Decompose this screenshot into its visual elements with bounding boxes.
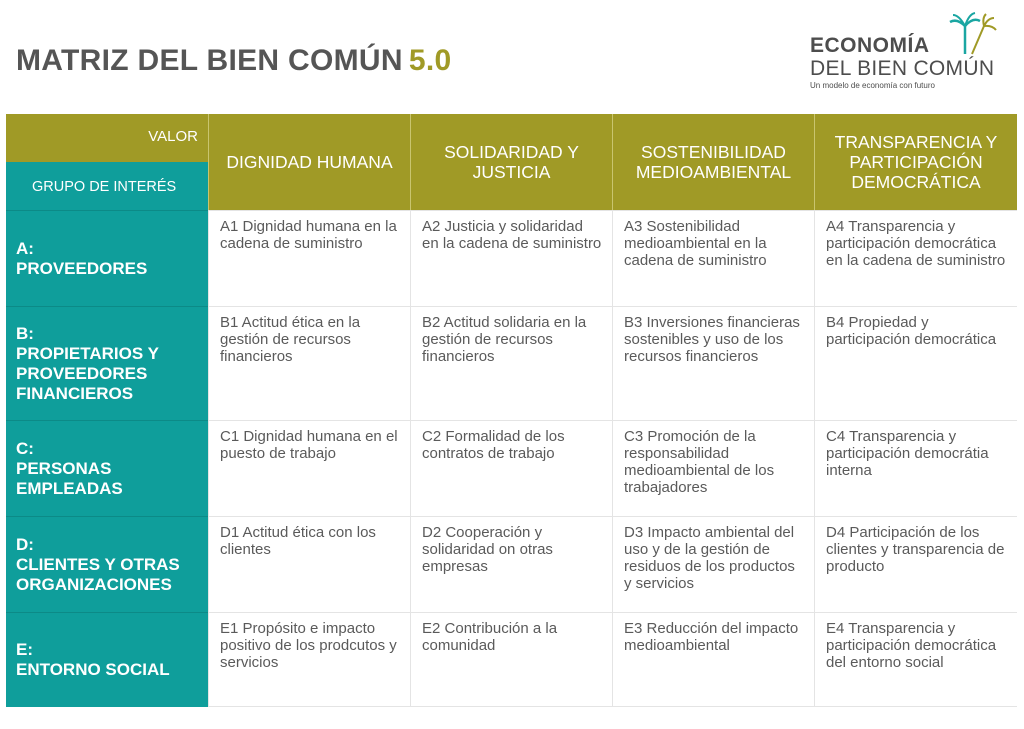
row-header	[6, 516, 208, 612]
bien-comun-matrix	[6, 114, 1017, 707]
matrix-cell: A4 Transparencia y participación democrática en la cadena de suministro	[814, 210, 1017, 306]
row-header	[6, 210, 208, 306]
row-name: PROPIETARIOS Y PROVEEDORES FINANCIEROS	[16, 343, 159, 403]
row-name: CLIENTES Y OTRAS ORGANIZACIONES	[16, 554, 180, 594]
row-code: D:	[16, 534, 34, 554]
grupo-label: GRUPO DE INTERÉS	[6, 162, 208, 210]
matrix-cell: E2 Contribución a la comunidad	[410, 612, 612, 707]
palm-tree-icon	[948, 12, 998, 58]
matrix-cell: C1 Dignidad humana en el puesto de trabajo	[208, 420, 410, 516]
row-code: B:	[16, 323, 34, 343]
row-header	[6, 612, 208, 707]
matrix-cell: D2 Cooperación y solidaridad on otras empresas	[410, 516, 612, 612]
title-version: 5.0	[408, 44, 452, 77]
row-name: PROVEEDORES	[16, 258, 148, 278]
page-title	[16, 44, 451, 78]
matrix-cell: A1 Dignidad humana en la cadena de suministro	[208, 210, 410, 306]
logo-line-2: DEL BIEN COMÚN	[810, 57, 995, 80]
matrix-cell: C3 Promoción de la responsabilidad medioambiental de los trabajadores	[612, 420, 814, 516]
matrix-cell: D4 Participación de los clientes y transparencia de producto	[814, 516, 1017, 612]
matrix-cell: D3 Impacto ambiental del uso y de la gestión de residuos de los productos y servicios	[612, 516, 814, 612]
matrix-cell: C2 Formalidad de los contratos de trabajo	[410, 420, 612, 516]
matrix-cell: E1 Propósito e impacto positivo de los prodcutos y servicios	[208, 612, 410, 707]
row-code: E:	[16, 640, 33, 659]
row-code: C:	[16, 438, 34, 458]
matrix-cell: B4 Propiedad y participación democrática	[814, 306, 1017, 420]
matrix-cell: E4 Transparencia y participación democrática del entorno social	[814, 612, 1017, 707]
row-header	[6, 306, 208, 420]
ebc-logo	[810, 12, 1010, 92]
matrix-cell: D1 Actitud ética con los clientes	[208, 516, 410, 612]
column-header: SOLIDARIDAD Y JUSTICIA	[410, 114, 612, 210]
matrix-cell: B2 Actitud solidaria en la gestión de recursos financieros	[410, 306, 612, 420]
title-main: MATRIZ DEL BIEN COMÚN	[16, 44, 403, 77]
logo-line-1: ECONOMÍA	[810, 34, 930, 57]
row-name: ENTORNO SOCIAL	[16, 660, 170, 679]
matrix-cell: A3 Sostenibilidad medioambiental en la cadena de suministro	[612, 210, 814, 306]
matrix-cell: C4 Transparencia y participación democrátia interna	[814, 420, 1017, 516]
column-header: DIGNIDAD HUMANA	[208, 114, 410, 210]
valor-label: VALOR	[6, 114, 208, 162]
column-header: SOSTENIBILIDAD MEDIOAMBIENTAL	[612, 114, 814, 210]
matrix-cell: B1 Actitud ética en la gestión de recursos financieros	[208, 306, 410, 420]
column-header: TRANSPARENCIA Y PARTICIPACIÓN DEMOCRÁTICA	[814, 114, 1017, 210]
matrix-cell: A2 Justicia y solidaridad en la cadena de suministro	[410, 210, 612, 306]
matrix-cell: B3 Inversiones financieras sostenibles y uso de los recursos financieros	[612, 306, 814, 420]
row-header	[6, 420, 208, 516]
matrix-cell: E3 Reducción del impacto medioambiental	[612, 612, 814, 707]
row-name: PERSONAS EMPLEADAS	[16, 458, 123, 498]
row-code: A:	[16, 238, 34, 258]
logo-tagline: Un modelo de economía con futuro	[810, 81, 935, 90]
